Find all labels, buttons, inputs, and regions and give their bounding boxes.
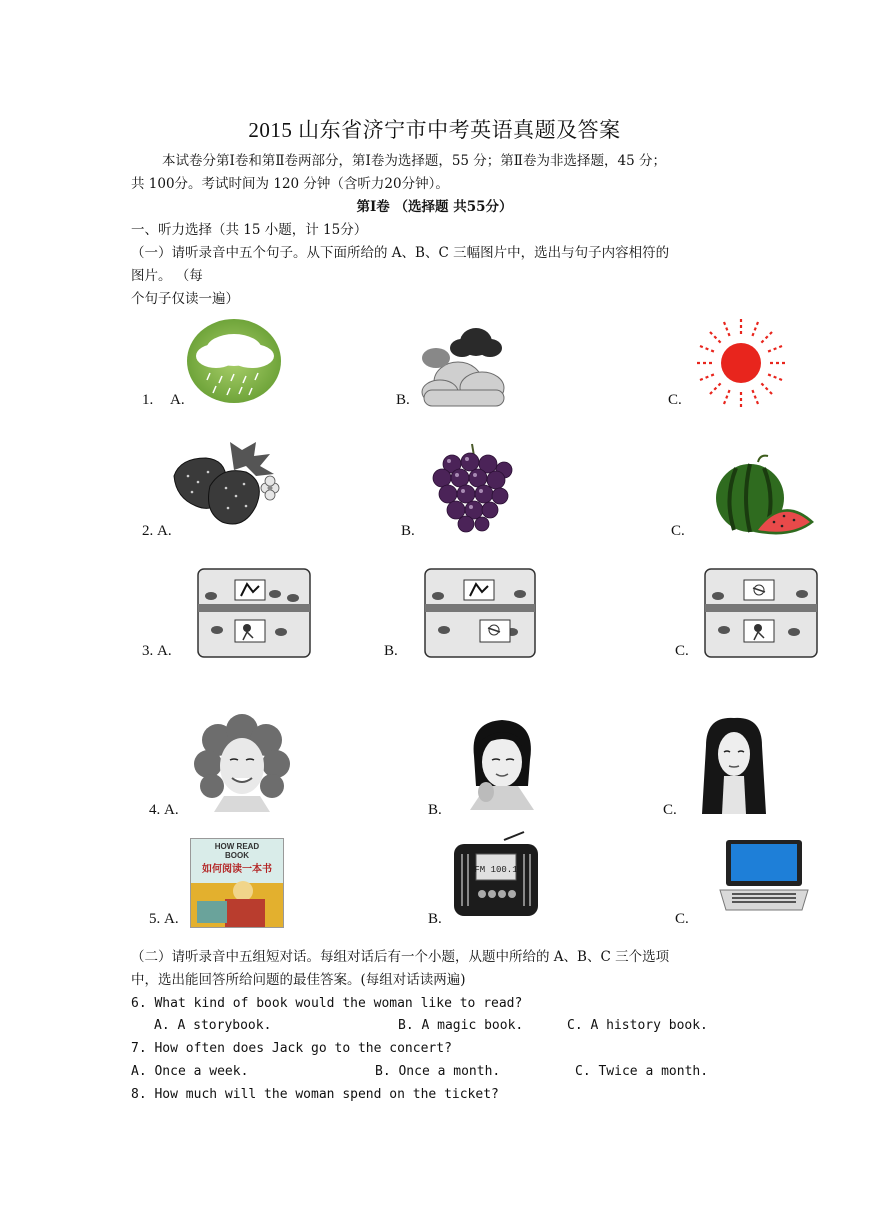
page-title: 2015 山东省济宁市中考英语真题及答案: [248, 118, 621, 142]
sun-icon: [696, 318, 786, 408]
book-title-en: HOW READ: [214, 842, 260, 851]
option-c-label: C.: [675, 911, 689, 927]
option-c-label: C.: [671, 523, 685, 539]
book-icon: [190, 838, 284, 928]
street-scene-icon: [424, 568, 536, 658]
laptop-icon: [718, 838, 810, 912]
radio-icon: [452, 830, 540, 918]
question-8: 8. How much will the woman spend on the ticket?: [131, 1087, 499, 1102]
book-title-en-2: BOOK: [225, 851, 249, 860]
section1-instruction-3: 个句子仅读一遍）: [131, 291, 239, 307]
q7-option-b: B. Once a month.: [375, 1064, 501, 1079]
woman-short-hair-icon: [464, 716, 540, 810]
section1-heading: 一、听力选择（共 15 小题，计 15分）: [131, 222, 368, 238]
section1-instruction-2: 图片。 （每: [131, 268, 203, 284]
clouds-icon: [418, 324, 508, 408]
option-c-label: C.: [675, 643, 689, 659]
book-title-cn: 如何阅读一本书: [202, 864, 272, 875]
rain-cloud-icon: [186, 318, 282, 404]
option-a-label: A.: [164, 911, 179, 927]
q6-option-b: B. A magic book.: [398, 1018, 524, 1033]
question-number: 5.: [149, 911, 161, 927]
question-7: 7. How often does Jack go to the concert?: [131, 1041, 452, 1056]
watermelon-icon: [712, 452, 816, 538]
question-number: 3.: [142, 643, 154, 659]
section2-instruction-1: （二）请听录音中五组短对话。每组对话后有一个小题，从题中所给的 A、B、C 三个选项: [131, 949, 670, 965]
section2-instruction-2: 中，选出能回答所给问题的最佳答案。(每组对话读两遍): [131, 972, 466, 988]
option-c-label: C.: [663, 802, 677, 818]
q7-option-a: A. Once a week.: [131, 1064, 249, 1079]
question-number: 2.: [142, 523, 154, 539]
radio-display: FM 100.1: [474, 865, 518, 875]
strawberries-icon: [170, 436, 290, 528]
q6-option-a: A. A storybook.: [154, 1018, 272, 1033]
woman-long-hair-icon: [696, 716, 772, 816]
question-number: 4.: [149, 802, 161, 818]
option-a-label: A.: [170, 392, 185, 408]
option-b-label: B.: [428, 802, 442, 818]
option-b-label: B.: [428, 911, 442, 927]
street-scene-icon: [197, 568, 311, 658]
option-a-label: A.: [164, 802, 179, 818]
option-b-label: B.: [396, 392, 410, 408]
intro-line-2: 共 100分。考试时间为 120 分钟（含听力20分钟）。: [131, 176, 449, 192]
intro-line-1: 本试卷分第Ⅰ卷和第Ⅱ卷两部分，第Ⅰ卷为选择题，55 分；第Ⅱ卷为非选择题，45 分；: [162, 153, 666, 169]
street-scene-icon: [704, 568, 818, 658]
grapes-icon: [424, 442, 520, 536]
woman-curly-hair-icon: [194, 716, 288, 812]
option-a-label: A.: [157, 523, 172, 539]
option-c-label: C.: [668, 392, 682, 408]
question-number: 1.: [142, 392, 154, 408]
part-heading: 第Ⅰ卷 （选择题 共55分）: [356, 199, 513, 215]
question-6: 6. What kind of book would the woman like to read?: [131, 996, 523, 1011]
q7-option-c: C. Twice a month.: [575, 1064, 709, 1079]
option-a-label: A.: [157, 643, 172, 659]
option-b-label: B.: [401, 523, 415, 539]
section1-instruction-1: （一）请听录音中五个句子。从下面所给的 A、B、C 三幅图片中，选出与句子内容相符的: [131, 245, 670, 261]
option-b-label: B.: [384, 643, 398, 659]
q6-option-c: C. A history book.: [567, 1018, 708, 1033]
